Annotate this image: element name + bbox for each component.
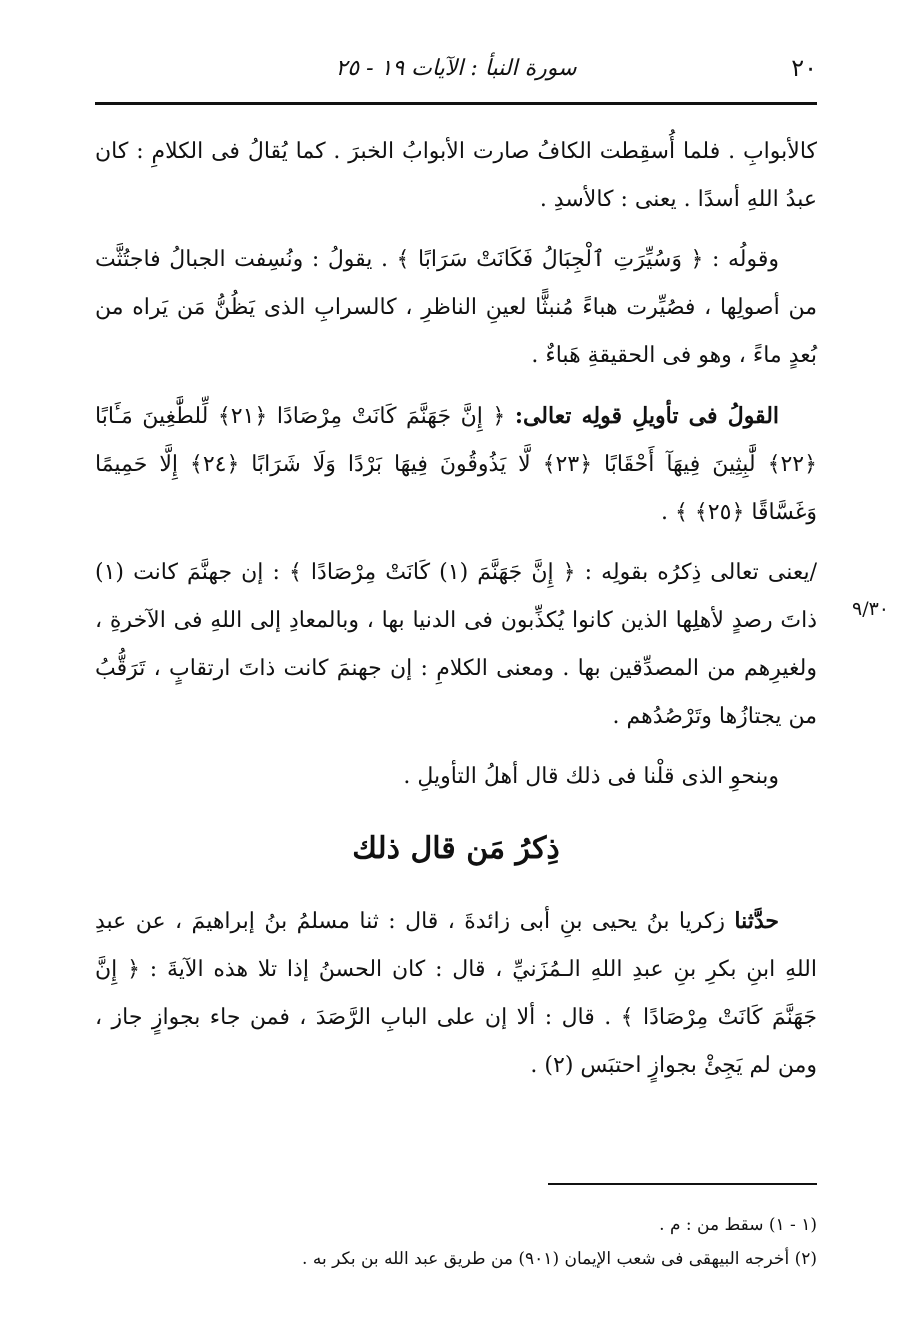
margin-reference: ٩/٣٠ xyxy=(852,598,890,620)
paragraph-4: /يعنى تعالى ذِكرُه بقولِه : ﴿ إِنَّ جَهَنَّمَ (١) كَانَتْ مِرْصَادًا ﴾ : إن جهنَّمَ كانت (١) ذاتَ رصدٍ لأهلِها الذين كانوا يُكذِّبون فى الدنيا بها ، وبالمعادِ إلى اللهِ فى الآخرةِ ، ولغيرِهم من المصدِّقين بها . ومعنى الكلامِ : إن جهنمَ كانت ذاتَ ارتقابٍ ، تَرَقُّبُ من يجتازُها وتَرْصُدُهم . xyxy=(95,560,817,729)
footnotes xyxy=(95,1208,817,1276)
tafsir-heading: القولُ فى تأويلِ قولِه تعالى: xyxy=(514,403,780,429)
footnote-1: (١ - ١) سقط من : م . xyxy=(659,1215,817,1235)
isnad-lead: حدَّثنا xyxy=(734,908,779,934)
paragraph-5: وبنحوِ الذى قلْنا فى ذلك قال أهلُ التأويلِ . xyxy=(403,764,779,789)
quran-verses: ﴿ إِنَّ جَهَنَّمَ كَانَتْ مِرْصَادًا ﴿٢١﴾ لِّلطَّٰغِينَ مَـَٔابًا ﴿٢٢﴾ لَّٰبِثِينَ فِيهَآ أَحْقَابًا ﴿٢٣﴾ لَّا يَذُوقُونَ فِيهَا بَرْدًا وَلَا شَرَابًا ﴿٢٤﴾ إِلَّا حَمِيمًا وَغَسَّاقًا ﴿٢٥﴾ ﴾ . xyxy=(95,404,817,525)
main-text xyxy=(95,128,817,1102)
footnote-rule xyxy=(548,1183,817,1185)
running-title: سورة النبأ : الآيات ١٩ - ٢٥ xyxy=(335,56,577,81)
narration-text: زكريا بنُ يحيى بنِ أبى زائدةَ ، قال : ثنا مسلمُ بنُ إبراهيمَ ، عن عبدِ اللهِ ابنِ بكرِ بنِ عبدِ اللهِ الـمُزَنيِّ ، قال : كان الحسنُ إذا تلا هذه الآيةَ : ﴿ إِنَّ جَهَنَّمَ كَانَتْ مِرْصَادًا ﴾ . قال : ألا إن على البابِ الرَّصَدَ ، فمن جاء بجوازٍ جاز ، ومن لم يَجِئْ بجوازٍ احتبَس (٢) . xyxy=(95,909,817,1078)
paragraph-1: كالأبوابِ . فلما أُسقِطت الكافُ صارت الأبوابُ الخبرَ . كما يُقالُ فى الكلامِ : كان عبدُ اللهِ أسدًا . يعنى : كالأسدِ . xyxy=(95,139,817,212)
header-rule xyxy=(95,102,817,105)
paragraph-3 xyxy=(95,392,817,537)
running-header xyxy=(95,52,817,92)
section-title: ذِكرُ مَن قال ذلك xyxy=(352,831,560,866)
page-number: ٢٠ xyxy=(791,54,817,82)
paragraph-2: وقولُه : ﴿ وَسُيِّرَتِ ٱلْجِبَالُ فَكَانَتْ سَرَابًا ﴾ . يقولُ : ونُسِفت الجبالُ فاجتُثَّت من أصولِها ، فصُيِّرت هباءً مُنبثًّا لعينِ الناظرِ ، كالسرابِ الذى يَظُنُّ مَن يَراه من بُعدٍ ماءً ، وهو فى الحقيقةِ هَباءٌ . xyxy=(95,247,817,368)
footnote-2: (٢) أخرجه البيهقى فى شعب الإيمان (٩٠١) من طريق عبد الله بن بكر به . xyxy=(302,1249,817,1269)
paragraph-6 xyxy=(95,897,817,1090)
